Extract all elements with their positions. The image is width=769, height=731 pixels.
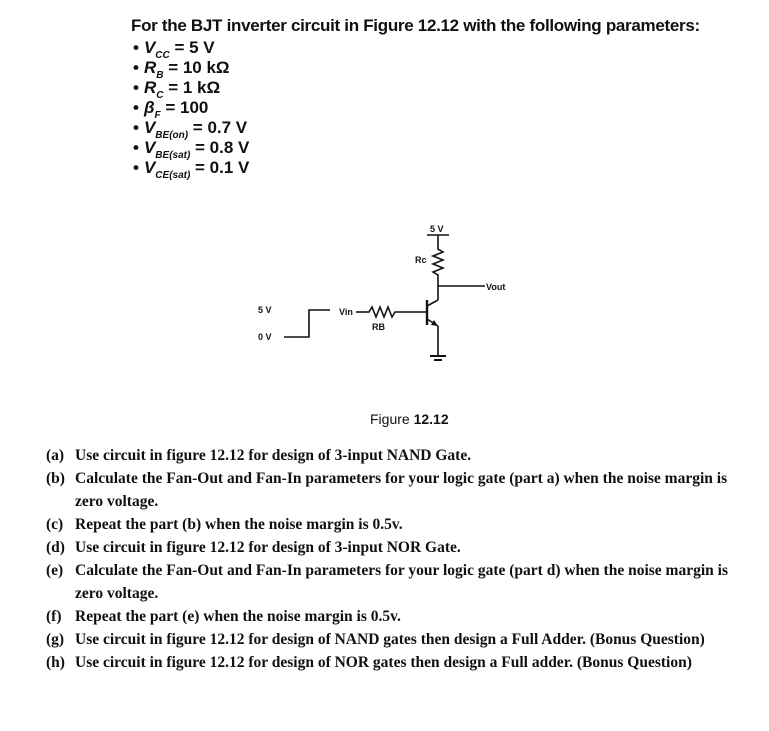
param-value: = 5 V [169, 38, 215, 57]
question-text: Use circuit in figure 12.12 for design of 3-input NOR Gate. [75, 539, 461, 556]
param-symbol: β [143, 98, 155, 117]
bullet: • [133, 78, 139, 97]
rb-resistor [366, 307, 427, 317]
question-text: Use circuit in figure 12.12 for design of NOR gates then design a Full adder. (Bonus Question) [75, 654, 692, 671]
question-item [46, 467, 746, 513]
pulse-high-label: 5 V [258, 305, 272, 315]
bullet: • [133, 118, 139, 137]
question-item [46, 513, 746, 536]
param-symbol: V [143, 38, 156, 57]
question-label: (h) [46, 654, 65, 671]
param-value: = 0.7 V [188, 118, 248, 137]
param-subscript: CE(sat) [155, 170, 191, 181]
question-list [46, 444, 746, 674]
param-value: = 100 [160, 98, 209, 117]
param-subscript: C [156, 90, 164, 101]
param-symbol: V [143, 158, 156, 177]
question-label: (e) [46, 562, 64, 579]
param-subscript: BE(sat) [155, 150, 191, 161]
rc-resistor [433, 246, 443, 286]
question-text: Use circuit in figure 12.12 for design of NAND gates then design a Full Adder. (Bonus Question) [75, 631, 705, 648]
bullet: • [133, 98, 139, 117]
vout-label: Vout [486, 282, 506, 292]
param-symbol: V [143, 118, 156, 137]
pulse-low-label: 0 V [258, 332, 272, 342]
question-text: Use circuit in figure 12.12 for design of 3-input NAND Gate. [75, 447, 472, 464]
vin-label: Vin [339, 307, 353, 317]
figure-caption [370, 411, 449, 427]
param-subscript: B [156, 70, 164, 81]
param-symbol: R [143, 78, 157, 97]
supply-label: 5 V [430, 224, 444, 234]
question-label: (b) [46, 470, 65, 487]
bullet: • [133, 38, 139, 57]
param-symbol: V [143, 138, 156, 157]
question-item [46, 651, 746, 674]
bullet: • [133, 138, 139, 157]
param-subscript: F [154, 110, 161, 121]
question-text: Repeat the part (e) when the noise margin is 0.5v. [75, 608, 401, 625]
param-value: = 0.8 V [190, 138, 250, 157]
question-text: Calculate the Fan-Out and Fan-In parameters for your logic gate (part d) when the noise margin is zero voltage. [75, 562, 728, 602]
question-label: (a) [46, 447, 65, 464]
caption-number: 12.12 [413, 411, 449, 427]
param-subscript: BE(on) [155, 130, 189, 141]
bullet: • [133, 158, 139, 177]
input-pulse [284, 310, 330, 337]
question-item [46, 559, 746, 605]
rc-label: Rc [415, 255, 427, 265]
question-item [46, 628, 746, 651]
transistor-collector [427, 300, 438, 306]
rb-label: RB [372, 322, 385, 332]
caption-prefix: Figure [370, 411, 414, 427]
question-item [46, 536, 746, 559]
param-value: = 0.1 V [190, 158, 250, 177]
param-subscript: CC [155, 50, 170, 61]
question-text: Repeat the part (b) when the noise margin is 0.5v. [75, 516, 403, 533]
question-item [46, 605, 746, 628]
question-label: (c) [46, 516, 64, 533]
param-value: = 10 kΩ [163, 58, 230, 77]
question-label: (d) [46, 539, 65, 556]
question-label: (g) [46, 631, 65, 648]
problem-intro: For the BJT inverter circuit in Figure 12.12 with the following parameters: [131, 16, 700, 35]
param-value: = 1 kΩ [163, 78, 221, 97]
question-text: Calculate the Fan-Out and Fan-In parameters for your logic gate (part a) when the noise margin is zero voltage. [75, 470, 728, 510]
bullet: • [133, 58, 139, 77]
question-item [46, 444, 746, 467]
param-symbol: R [143, 58, 157, 77]
question-label: (f) [46, 608, 62, 625]
